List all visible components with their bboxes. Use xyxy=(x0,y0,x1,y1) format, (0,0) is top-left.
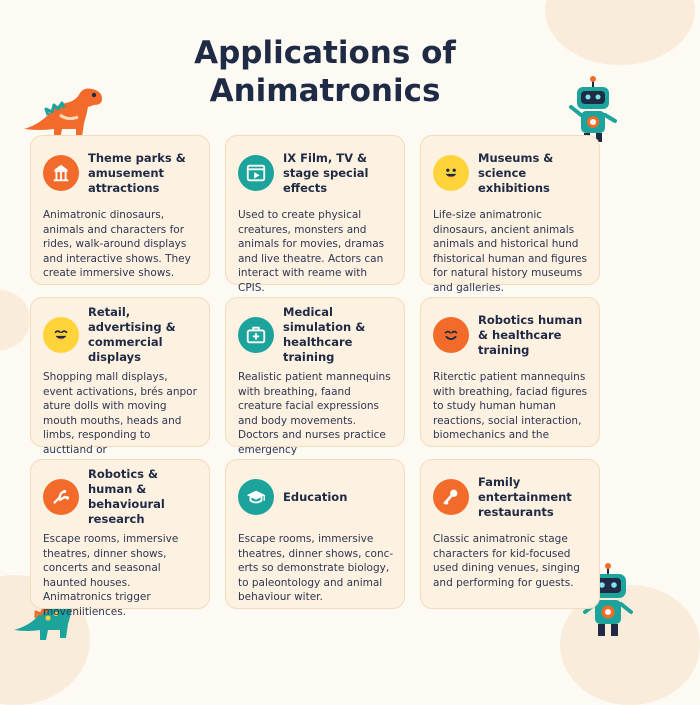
card-description: Life-size animatronic dinosaurs, ancient animals animals and historical hund fhistorical human and figures for natural history museums and galleries. xyxy=(433,209,587,294)
application-card-retail xyxy=(30,297,210,456)
card-title: Museums & science exhibitions xyxy=(478,150,554,195)
application-card-medical xyxy=(225,297,405,456)
application-card-education xyxy=(225,459,405,609)
card-title: Robotics & human & behavioural research xyxy=(88,467,165,526)
applications-grid xyxy=(30,135,600,618)
smiley-face-icon xyxy=(433,155,469,191)
card-title: Retail, advertising & commercial displays xyxy=(88,305,176,364)
card-description: Shopping mall displays, event activations, brés anpor ature dolls with moving mouth mouths, heads and limbs, responding to aucttiand or xyxy=(43,371,197,456)
card-title: Robotics human & healthcare training xyxy=(478,312,583,357)
play-screen-icon xyxy=(238,155,274,191)
card-title: IX Film, TV & stage special effects xyxy=(283,150,369,195)
card-description: Realistic patient mannequins with breathing, faand creature facial expressions and body movements. Doctors and nurses practice emergency xyxy=(238,371,391,456)
application-card-theme-parks xyxy=(30,135,210,285)
card-title: Theme parks & amusement attractions xyxy=(88,150,186,195)
card-description: Escape rooms, immersive theatres, dinner shows, concerts and seasonal haunted houses. Animatronics trigger moveniitiences. xyxy=(43,533,179,618)
card-description: Riterctic patient mannequins with breathing, faciad figures to study human human reactions, social interaction, biomechanics and the xyxy=(433,371,588,441)
carousel-icon xyxy=(43,155,79,191)
card-description: Used to create physical creatures, monsters and animals for movies, dramas and live theatre. Actors can interact with reame with CPIS. xyxy=(238,209,385,294)
title-line-1: Applications of xyxy=(194,35,456,71)
graduation-cap-icon xyxy=(238,479,274,515)
robot-hand-icon xyxy=(43,479,79,515)
chef-hand-icon xyxy=(433,479,469,515)
application-card-robotics-healthcare xyxy=(420,297,600,447)
card-title: Family entertainment restaurants xyxy=(478,474,572,519)
card-description: Escape rooms, immersive theatres, dinner shows, conc-erts so demonstrate biology, to paleontology and animal behaviour witer. xyxy=(238,533,394,603)
smiley-face-icon xyxy=(433,317,469,353)
medical-kit-icon xyxy=(238,317,274,353)
application-card-film-tv xyxy=(225,135,405,294)
title-line-2: Animatronics xyxy=(209,73,441,109)
background-blob xyxy=(0,290,30,350)
card-description: Animatronic dinosaurs, animals and characters for rides, walk-around displays and interactive shows. They create immersive shows. xyxy=(43,209,191,279)
card-title: Medical simulation & healthcare training xyxy=(283,305,366,364)
card-description: Classic animatronic stage characters for kid-focused used dining venues, singing and performing for guests. xyxy=(433,533,580,589)
application-card-behavioural-research xyxy=(30,459,210,618)
application-card-museums xyxy=(420,135,600,294)
application-card-family-restaurants xyxy=(420,459,600,609)
smiley-face-icon xyxy=(43,317,79,353)
card-title: Education xyxy=(283,489,348,504)
